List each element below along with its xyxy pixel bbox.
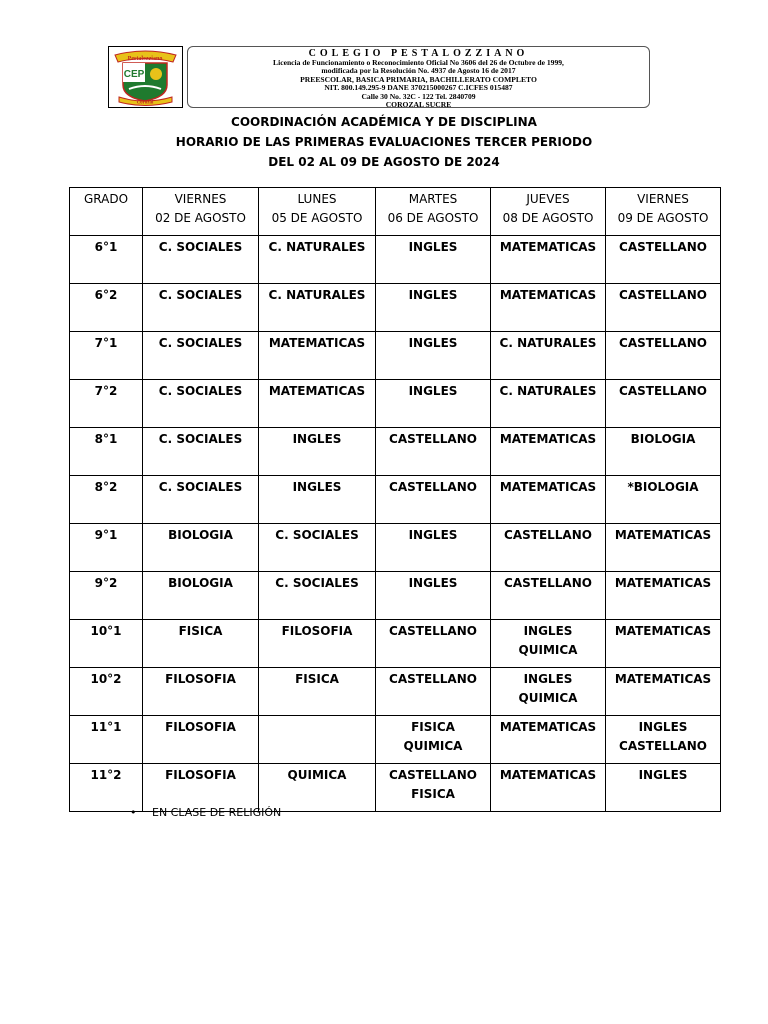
subject-name: MATEMATICAS <box>499 432 597 446</box>
subject-cell <box>606 332 721 380</box>
subject-cell <box>376 572 491 620</box>
subject-name: C. NATURALES <box>499 336 597 350</box>
subject-cell <box>143 476 259 524</box>
subject-cell <box>376 668 491 716</box>
grade-cell: 10°2 <box>70 668 143 716</box>
subject-name: INGLES <box>523 624 573 638</box>
subject-name: FILOSOFIA <box>165 672 236 686</box>
column-header-day: VIERNES <box>637 192 689 206</box>
subject-cell <box>606 524 721 572</box>
column-header-day: LUNES <box>297 192 337 206</box>
license-line: Licencia de Funcionamiento o Reconocimiento Oficial No 3606 del 26 de Octubre de 1999, <box>273 58 564 67</box>
subject-cell <box>259 572 376 620</box>
city-line: COROZAL SUCRE <box>385 100 452 110</box>
subject-cell <box>143 620 259 668</box>
table-row <box>70 524 721 572</box>
subject-cell <box>491 764 606 812</box>
subject-cell <box>376 284 491 332</box>
subject-name: INGLES <box>523 672 573 686</box>
subject-cell <box>143 668 259 716</box>
subject-name: C. SOCIALES <box>158 240 243 254</box>
subject-cell <box>376 428 491 476</box>
subject-name: C. SOCIALES <box>158 336 243 350</box>
subject-cell <box>491 380 606 428</box>
subject-cell <box>376 764 491 812</box>
subject-cell <box>491 524 606 572</box>
grade-cell: 10°1 <box>70 620 143 668</box>
subject-name: FISICA <box>295 672 339 686</box>
subject-name: C. NATURALES <box>268 288 366 302</box>
subject-name: CASTELLANO <box>389 480 477 494</box>
footnote-text: EN CLASE DE RELIGIÓN <box>152 806 282 819</box>
column-header <box>70 188 143 236</box>
grade-cell: 6°1 <box>70 236 143 284</box>
subject-cell <box>259 236 376 284</box>
subject-name: C. SOCIALES <box>158 288 243 302</box>
nit-line: NIT. 800.149.295-9 DANE 370215000267 C.ICFES 015487 <box>324 83 513 93</box>
subject-cell <box>606 236 721 284</box>
grade-cell: 8°2 <box>70 476 143 524</box>
subject-name: INGLES <box>408 528 458 542</box>
column-header-date: 06 DE AGOSTO <box>387 211 479 225</box>
subject-cell <box>606 620 721 668</box>
logo-banner-bottom: Corozal <box>136 100 154 106</box>
subject-name: MATEMATICAS <box>268 336 366 350</box>
subject-name: FISICA <box>411 787 455 801</box>
subject-name: C. SOCIALES <box>158 432 243 446</box>
subject-name: CASTELLANO <box>504 576 592 590</box>
table-row <box>70 668 721 716</box>
column-header-day: GRADO <box>83 192 129 206</box>
subject-name: INGLES <box>408 576 458 590</box>
subject-name: BIOLOGIA <box>168 576 233 590</box>
subject-name: C. NATURALES <box>499 384 597 398</box>
table-row <box>70 380 721 428</box>
column-header-day: MARTES <box>408 192 458 206</box>
subject-name: C. SOCIALES <box>275 576 359 590</box>
subject-cell <box>259 380 376 428</box>
table-row <box>70 476 721 524</box>
table-row <box>70 236 721 284</box>
subject-cell <box>491 428 606 476</box>
grade-cell: 11°1 <box>70 716 143 764</box>
subject-cell <box>376 716 491 764</box>
subject-name: *BIOLOGIA <box>627 480 699 494</box>
subject-cell <box>606 764 721 812</box>
schedule-title: HORARIO DE LAS PRIMERAS EVALUACIONES TERCER PERIODO <box>175 135 593 149</box>
column-header <box>606 188 721 236</box>
subject-cell <box>259 716 376 764</box>
subject-cell <box>143 572 259 620</box>
column-header-day: VIERNES <box>174 192 227 206</box>
subject-cell <box>143 236 259 284</box>
subject-cell <box>606 380 721 428</box>
grade-cell: 7°1 <box>70 332 143 380</box>
subject-name: CASTELLANO <box>619 240 707 254</box>
subject-name: MATEMATICAS <box>268 384 366 398</box>
subject-name: INGLES <box>408 240 458 254</box>
school-logo <box>108 46 183 108</box>
subject-name: MATEMATICAS <box>499 720 597 734</box>
subject-cell <box>143 524 259 572</box>
column-header-date: 02 DE AGOSTO <box>155 211 246 225</box>
subject-cell <box>259 620 376 668</box>
school-header <box>187 46 650 108</box>
subject-cell <box>491 332 606 380</box>
subject-name: INGLES <box>408 336 458 350</box>
table-row <box>70 716 721 764</box>
subject-name: MATEMATICAS <box>614 576 712 590</box>
subject-name: QUIMICA <box>518 643 578 657</box>
resolution-line: modificada por la Resolución No. 4937 de Agosto 16 de 2017 <box>321 66 516 76</box>
subject-name: MATEMATICAS <box>614 624 712 638</box>
subject-cell <box>143 284 259 332</box>
subject-name: BIOLOGIA <box>630 432 696 446</box>
subject-cell <box>259 524 376 572</box>
table-row <box>70 428 721 476</box>
subject-name: C. SOCIALES <box>158 384 243 398</box>
subject-cell <box>376 332 491 380</box>
subject-name: INGLES <box>292 480 342 494</box>
school-name: COLEGIO PESTALOZZIANO <box>308 48 529 59</box>
subject-cell <box>376 236 491 284</box>
subject-cell <box>376 620 491 668</box>
subject-name: INGLES <box>638 768 688 782</box>
column-header-date: 09 DE AGOSTO <box>617 211 709 225</box>
subject-name: MATEMATICAS <box>499 240 597 254</box>
table-row <box>70 572 721 620</box>
subject-cell <box>376 524 491 572</box>
subject-cell <box>143 716 259 764</box>
levels-line: PREESCOLAR, BASICA PRIMARIA, BACHILLERATO COMPLETO <box>300 74 537 84</box>
grade-cell: 9°1 <box>70 524 143 572</box>
subject-cell <box>606 668 721 716</box>
column-header <box>491 188 606 236</box>
subject-name: CASTELLANO <box>619 336 707 350</box>
grade-cell: 8°1 <box>70 428 143 476</box>
subject-name: CASTELLANO <box>389 624 477 638</box>
subject-cell <box>491 668 606 716</box>
subject-cell <box>606 476 721 524</box>
subject-name: MATEMATICAS <box>499 768 597 782</box>
subject-cell <box>606 428 721 476</box>
document-titles <box>0 112 768 172</box>
subject-cell <box>259 284 376 332</box>
subject-name: CASTELLANO <box>619 288 707 302</box>
subject-cell <box>143 380 259 428</box>
subject-name: INGLES <box>638 720 688 734</box>
column-header <box>376 188 491 236</box>
table-header-row <box>70 188 721 236</box>
subject-cell <box>376 380 491 428</box>
table-row <box>70 332 721 380</box>
bullet-icon: • <box>130 806 137 819</box>
subject-name: CASTELLANO <box>389 768 477 782</box>
subject-name: CASTELLANO <box>389 672 477 686</box>
logo-initials: CEP <box>123 69 145 80</box>
subject-cell <box>491 476 606 524</box>
subject-cell <box>259 428 376 476</box>
subject-name: C. SOCIALES <box>275 528 359 542</box>
subject-cell <box>259 332 376 380</box>
subject-cell <box>376 476 491 524</box>
subject-name: QUIMICA <box>518 691 578 705</box>
column-header-day: JUEVES <box>526 192 570 206</box>
table-row <box>70 284 721 332</box>
subject-name: CASTELLANO <box>504 528 592 542</box>
column-header <box>259 188 376 236</box>
subject-name: INGLES <box>408 288 458 302</box>
subject-cell <box>491 284 606 332</box>
exam-schedule-table <box>69 187 721 812</box>
subject-name: INGLES <box>408 384 458 398</box>
address-line: Calle 30 No. 32C - 122 Tel. 2840709 <box>361 91 476 101</box>
column-header-date: 08 DE AGOSTO <box>502 211 594 225</box>
subject-cell <box>491 716 606 764</box>
subject-name: MATEMATICAS <box>499 480 597 494</box>
subject-cell <box>143 764 259 812</box>
subject-name: CASTELLANO <box>619 384 707 398</box>
logo-banner-top: Pestalozziano <box>127 56 163 62</box>
grade-cell: 9°2 <box>70 572 143 620</box>
table-row <box>70 620 721 668</box>
grade-cell: 11°2 <box>70 764 143 812</box>
subject-name: QUIMICA <box>403 739 463 753</box>
subject-name: BIOLOGIA <box>168 528 233 542</box>
column-header <box>143 188 259 236</box>
subject-name: FISICA <box>411 720 455 734</box>
subject-cell <box>259 476 376 524</box>
subject-cell <box>259 764 376 812</box>
subject-name: MATEMATICAS <box>614 672 712 686</box>
footnote <box>130 806 281 819</box>
subject-cell <box>606 284 721 332</box>
subject-name: C. SOCIALES <box>158 480 243 494</box>
subject-cell <box>606 572 721 620</box>
subject-name: C. NATURALES <box>268 240 366 254</box>
subject-name: CASTELLANO <box>619 739 707 753</box>
subject-name: CASTELLANO <box>389 432 477 446</box>
subject-cell <box>491 236 606 284</box>
column-header-date: 05 DE AGOSTO <box>271 211 363 225</box>
table-row <box>70 764 721 812</box>
subject-name: QUIMICA <box>287 768 347 782</box>
grade-cell: 6°2 <box>70 284 143 332</box>
subject-name: FISICA <box>178 624 223 638</box>
subject-cell <box>143 332 259 380</box>
subject-cell <box>143 428 259 476</box>
subject-cell <box>491 620 606 668</box>
subject-cell <box>491 572 606 620</box>
subject-name: FILOSOFIA <box>281 624 353 638</box>
subject-name: MATEMATICAS <box>614 528 712 542</box>
subject-name: INGLES <box>292 432 342 446</box>
subject-name: FILOSOFIA <box>165 768 236 782</box>
subject-cell <box>606 716 721 764</box>
grade-cell: 7°2 <box>70 380 143 428</box>
subject-cell <box>259 668 376 716</box>
date-range-title: DEL 02 AL 09 DE AGOSTO DE 2024 <box>268 155 500 169</box>
table-body <box>70 236 721 812</box>
subject-name: FILOSOFIA <box>165 720 236 734</box>
subject-name: MATEMATICAS <box>499 288 597 302</box>
coordination-title: COORDINACIÓN ACADÉMICA Y DE DISCIPLINA <box>231 115 537 129</box>
